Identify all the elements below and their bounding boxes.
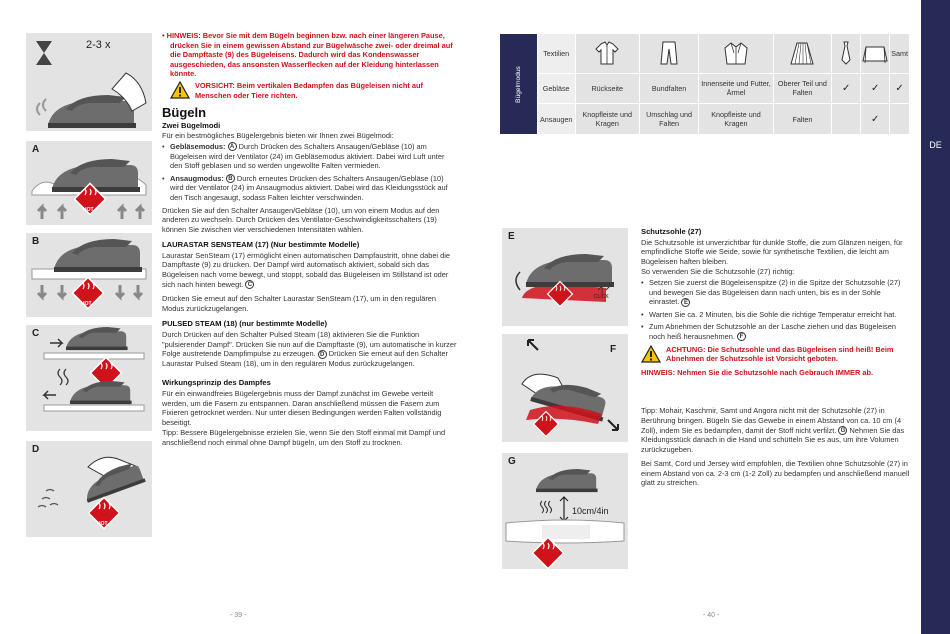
right-text-column [641, 227, 913, 489]
figure-letter: C [32, 328, 40, 339]
row-label: Textilien [537, 34, 575, 74]
click-label: CLICK [594, 294, 609, 300]
sole-step-item [641, 310, 913, 320]
section-title-buegeln: Bügeln [162, 105, 207, 121]
arrow-left-icon [44, 391, 56, 399]
wirkung-text: Für ein einwandfreies Bügelergebnis muss der Dampf zunächst im Gewebe verteilt werden, um die Fasern zu entspannen. Daran anschließend müssen die Fasern zum Fixieren getrocknet werden. Nur unter diesen Bedingungen werden Falten vollständig beseitigt. [162, 389, 442, 427]
steam-icon [541, 501, 552, 513]
table-row-suction [500, 104, 910, 135]
pulsed-steam-illustration [26, 441, 152, 537]
modes-list [162, 142, 458, 203]
subtitle-pulsed-steam: PULSED STEAM (18) (nur bestimmte Modelle) [162, 319, 327, 329]
figure-f-remove-sole [502, 334, 628, 442]
subtitle-schutzsohle: Schutzsohle (27) [641, 227, 702, 236]
iron-illustration [52, 159, 140, 192]
shirt-icon [575, 34, 639, 74]
hint-note: • HINWEIS: Bevor Sie mit dem Bügeln beginnen bzw. nach einer längeren Pause, drücken Sie in einem gewissen Abstand zur Bügelwäsche zwei- oder dreimal auf die Dampftaste (9) des Bügeleisens. Dadurch wird das Kondenswasser ausgeschieden, das ansonsten Wasserflecken auf der Kleidung hinterlassen könnte. [162, 31, 453, 79]
page-number-left: - 39 - [230, 612, 247, 619]
language-side-tab [921, 0, 950, 634]
table-cell: Oberer Teil und Falten [773, 73, 831, 104]
tip-paragraph [641, 406, 913, 454]
distance-label: 10cm/4in [572, 506, 609, 516]
figure-ref-badge: G [838, 426, 847, 435]
mode-label: Gebläsemodus: [170, 141, 226, 151]
table-row-blow [500, 73, 910, 104]
table-cell: Knopfleiste und Kragen [575, 104, 639, 135]
figure-g-steam-distance [502, 453, 628, 569]
figure-steam-purge [26, 33, 152, 131]
page-number-right: - 40 - [703, 612, 720, 619]
subtitle-wirkungsprinzip: Wirkungsprinzip des Dampfes [162, 378, 271, 388]
figure-letter: F [610, 344, 617, 355]
sole-hint: HINWEIS: Nehmen Sie die Schutzsohle nach Gebrauch IMMER ab. [641, 367, 874, 377]
step-text: Zum Abnehmen der Schutzsohle an der Lasche ziehen und das Bügeleisen noch heiß herausnehmen. [649, 322, 896, 341]
table-row-textiles [500, 34, 910, 74]
figure-b-suction-mode [26, 233, 152, 317]
mode-label: Ansaugmodus: [170, 173, 224, 183]
velvet-tip: Bei Samt, Cord und Jersey wird empfohlen, die Textilien ohne Schutzsohle (27) in einem Abstand von ca. 2-3 cm (1-2 Zoll) zu bedampfen und anschließend manuell glatt zu streichen. [641, 459, 910, 488]
switch-mode-text: Drücken Sie auf den Schalter Ansaugen/Gebläse (10), um von einem Modus auf den anderen zu wechseln. Durch Drücken des Ventilator-Geschwindigkeitsschalters (19) können Sie zwischen vier verschiedenen Intensitäten wählen. [162, 205, 440, 234]
table-cell: Umschlag und Falten [639, 104, 698, 135]
iron-illustration [70, 381, 132, 404]
pulsed-paragraph [162, 330, 458, 368]
side-label-text: Bügelmodus [514, 65, 522, 103]
iron-illustration [54, 239, 142, 272]
subtitle-zwei-buegelmodi: Zwei Bügelmodi [162, 120, 221, 130]
caution-note [170, 81, 458, 100]
attention-note [641, 345, 913, 364]
figure-ref-badge: F [737, 332, 746, 341]
figure-a-blow-mode [26, 141, 152, 225]
table-cell: Bundfalten [639, 73, 698, 104]
sole-steps-list [641, 278, 913, 342]
attention-text: ACHTUNG: Die Schutzsohle und das Bügeleisen sind heiß! Beim Abnehmen der Schutzsohle ist Vorsicht geboten. [666, 344, 894, 364]
figure-ref-badge: C [245, 280, 254, 289]
tip-continued-text: Nehmen Sie das Kleidungsstück danach in die Hand und schütteln Sie es aus, um ihre Volumen zurückzugeben. [641, 425, 905, 454]
tablecloth-icon [861, 34, 890, 74]
step-text: Warten Sie ca. 2 Minuten, bis die Sohle die richtige Temperatur erreicht hat. [649, 309, 897, 319]
figure-letter: B [32, 236, 40, 247]
sensteam-paragraph [162, 251, 458, 289]
attach-sole-illustration [502, 228, 628, 326]
figure-d-pulsed-steam [26, 441, 152, 537]
check-mark [890, 104, 910, 135]
check-mark: ✓ [861, 104, 890, 135]
table-cell: Knopfleiste und Kragen [699, 104, 773, 135]
sensteam-text: Laurastar SenSteam (17) ermöglicht einen automatischen Dampfaustritt, ohne dabei die Dampftaste (9) zu drücken. Der Dampf wird automatisch aktiviert, sobald sich das Bügeleisen nach vorne bewegt, und stoppt, sobald das Bügeleisen im Stillstand ist oder sich nach hinten bewegt. [162, 250, 450, 289]
repeat-count-label: 2-3 x [86, 39, 111, 51]
steam-puff-icon [38, 490, 58, 508]
table-cell: Innenseite und Futter, Ärmel [699, 73, 773, 104]
sole-description: Die Schutzsohle ist unverzichtbar für dunkle Stoffe, die zum Glänzen neigen, für empfindliche Stoffe wie Seide, sowie für synthetische Textilien, die leicht am Bügeleisen haften bleiben. [641, 237, 903, 266]
steam-distance-illustration [502, 453, 628, 569]
hourglass-icon [36, 41, 52, 65]
modes-intro: Für ein bestmögliches Bügelergebnis bieten wir Ihnen zwei Bügelmodi: [162, 131, 394, 141]
warning-triangle-icon [641, 345, 661, 363]
ironing-mode-table [499, 33, 910, 135]
hint-text: HINWEIS: Bevor Sie mit dem Bügeln beginnen bzw. nach einer längeren Pause, drücken Sie in einem gewissen Abstand zur Bügelwäsche zwei- oder dreimal auf die Dampftaste (9) des Bügeleisens. Dadurch wird das Kondenswasser ausgeschieden, das ansonsten Wasserflecken auf der Kleidung hinterlassen könnte. [166, 31, 453, 79]
subtitle-sensteam: LAURASTAR SENSTEAM (17) (Nur bestimmte Modelle) [162, 240, 360, 250]
velvet-label: Samt [890, 34, 910, 74]
pleated-skirt-icon [773, 34, 831, 74]
figure-ref-badge: E [681, 298, 690, 307]
figure-letter: E [508, 231, 515, 242]
table-cell: Rückseite [575, 73, 639, 104]
pulsed-return-text: Drücken Sie erneut auf den Schalter Laurastar Pulsed Steam (18), um in den regulären Modus zurückzugelangen. [162, 349, 448, 368]
figure-letter: D [32, 444, 40, 455]
sensteam-illustration [26, 325, 152, 431]
tip-text: Tipp: Bessere Bügelergebnisse erzielen Sie, wenn Sie den Stoff einmal mit Dampf und anschließend noch einmal ohne Dampf bügeln, um den Stoff zu trocknen. [162, 428, 446, 447]
row-label: Gebläse [537, 73, 575, 104]
check-mark: ✓ [890, 73, 910, 104]
figure-c-sensteam [26, 325, 152, 431]
figure-letter: A [32, 144, 40, 155]
trousers-icon [639, 34, 698, 74]
sole-step-item [641, 322, 913, 341]
iron-illustration [526, 254, 614, 287]
mode-description: Durch Drücken des Schalters Ansaugen/Gebläse (10) am Bügeleisen wird der Ventilator (24) im Gebläsemodus aktiviert. Dabei wird Luft unter den Stoff geblasen und so werden ungewollte Falten vermieden. [170, 141, 445, 171]
step-text: Setzen Sie zuerst die Bügeleisenspitze (2) in die Spitze der Schutzsohle (27) und bewegen Sie das Bügeleisen dann nach unten, bis es in der Sohle einrastet. [649, 277, 901, 307]
warning-triangle-icon [170, 81, 190, 99]
table-cell: Falten [773, 104, 831, 135]
distance-arrow-icon [560, 497, 568, 521]
sensteam-return-text: Drücken Sie erneut auf den Schalter Laurastar SenSteam (17), um in den regulären Modus zurückzugelangen. [162, 294, 437, 313]
hot-label: HOT [81, 301, 92, 307]
table-side-label [500, 34, 538, 135]
tie-icon [832, 34, 861, 74]
steam-icon [58, 369, 68, 385]
sole-usage-intro: So verwenden Sie die Schutzsohle (27) richtig: [641, 267, 795, 277]
iron-illustration [48, 95, 136, 128]
arrow-right-icon [50, 339, 62, 347]
language-code: DE [929, 140, 942, 150]
check-mark: ✓ [832, 73, 861, 104]
arrow-curve-icon [516, 272, 520, 290]
figure-ref-badge: D [318, 350, 327, 359]
iron-illustration [66, 327, 128, 350]
hot-label: HOT [83, 207, 94, 213]
figure-letter: G [508, 456, 516, 467]
iron-illustration [536, 469, 598, 492]
figure-ref-badge: B [226, 174, 235, 183]
check-mark [832, 104, 861, 135]
check-mark: ✓ [861, 73, 890, 104]
mode-item-suction [162, 174, 458, 203]
figure-ref-badge: A [228, 142, 237, 151]
row-label: Ansaugen [537, 104, 575, 135]
sole-step-item [641, 278, 913, 307]
left-text-column [162, 31, 458, 449]
mode-description: Durch erneutes Drücken des Schalters Ansaugen/Gebläse (10) wird der Ventilator (24) im Ansaugmodus aktiviert. Dabei wird das Kleidungsstück auf den Tisch angesaugt, sodass Falten leichter verschwinden. [170, 173, 448, 202]
tip-text: Tipp: Mohair, Kaschmir, Samt und Angora nicht mit der Schutzsohle (27) in Berührung bringen. Bügeln Sie das Gewebe in einem Abstand von ca. 10 cm (4 Zoll), indem Sie es bedampfen, damit der Stoff nicht verfilzt. [641, 406, 902, 435]
caution-text: VORSICHT: Beim vertikalen Bedampfen das Bügeleisen nicht auf Menschen oder Tiere richten. [195, 80, 423, 100]
jacket-icon [699, 34, 773, 74]
figure-e-attach-sole [502, 228, 628, 326]
pulsed-text: Durch Drücken auf den Schalter Pulsed Steam (18) aktivieren Sie die Funktion "pulsierender Dampf". Drücken Sie nun auf die Dampftaste (9), um automatische in kurzer Folge austretende Dampfimpulse zu erzeugen. [162, 330, 457, 359]
hot-label: HOT [97, 521, 108, 527]
mode-item-blow [162, 142, 458, 171]
